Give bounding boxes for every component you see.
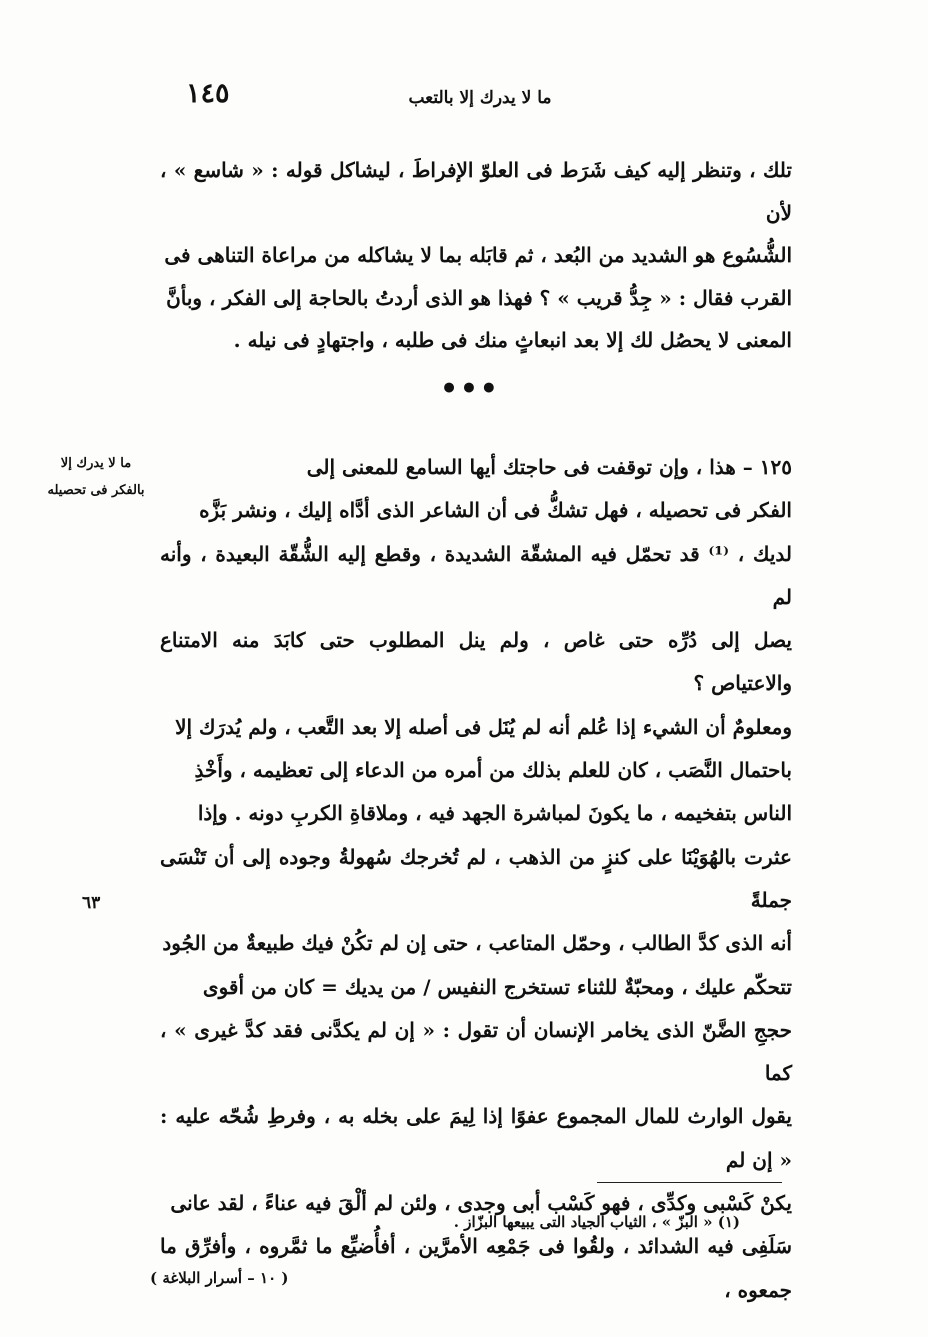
text-line: يصل إلى دُرِّه حتى غاص ، ولم ينل المطلوب حتى كابَدَ منه الامتناع والاعتياص ؟	[160, 628, 792, 696]
signature-mark: ( ١٠ – أسرار البلاغة )	[150, 1269, 289, 1287]
text-line: باحتمال النَّصَب ، كان للعلم بذلك من أمره من الدعاء إلى تعظيمه ، وأَخْذِ	[194, 758, 792, 783]
margin-marker: ٦٣	[82, 893, 101, 913]
text-line: سَلَفِى فيه الشدائد ، ولقُوا فى جَمْعِه الأمرَّين ، أفأُضيِّع ما ثمَّروه ، وأفرِّق ما جمعوه ،	[160, 1234, 792, 1302]
page-number: ١٤٥	[186, 78, 230, 109]
text-line: القرب فقال : « جِدُّ قريب » ؟ فهذا هو الذى أردتُ بالحاجة إلى الفكر ، وبأنَّ	[166, 285, 792, 310]
side-note-line: ما لا يدرك إلا	[60, 456, 132, 471]
text-line: يقول الوارث للمال المجموع عفوًا إذا لِيمَ على بخله به ، وفرطِ شُحّه عليه : « إن لم	[160, 1104, 792, 1172]
text-line: الناس بتفخيمه ، ما يكونَ لمباشرة الجهد فيه ، وملاقاةِ الكربِ دونه . وإذا	[197, 801, 792, 826]
section-separator: •••	[440, 372, 500, 405]
footnote-rule	[597, 1182, 782, 1183]
text-line: المعنى لا يحصُل لك إلا بعد انبعاثٍ منك فى طلبه ، واجتهادٍ فى نيله .	[233, 328, 792, 352]
text-line: الشُّسُوع هو الشديد من البُعد ، ثم قابَله بما لا يشاكله من مراعاة التناهى فى	[164, 243, 792, 267]
text-line: أنه الذى كدَّ الطالب ، وحمّل المتاعب ، حتى إن لم تكُنْ فيك طبيعةٌ من الجُود	[162, 931, 792, 956]
text-line: تلك ، وتنظر إليه كيف شَرَط فى العلوّ الإفراطَ ، ليشاكل قوله : « شاسع » ، لأن	[160, 158, 792, 225]
text-line: ١٢٥ – هذا ، وإن توقفت فى حاجتك أيها السامع للمعنى إلى	[306, 455, 792, 479]
text-line: الفكر فى تحصيله ، فهل تشكُّ فى أن الشاعر الذى أدَّاه إليك ، ونشر بَزَّه	[199, 498, 792, 523]
text-line: ومعلومٌ أن الشيء إذا عُلم أنه لم يُنَل فى أصله إلا بعد التَّعب ، ولم يُدرَك إلا	[175, 714, 792, 739]
text-line: يكنْ كَسْبى وكدِّى ، فهو كَسْب أبى وجدى ، ولئن لم ألْقَ فيه عناءً ، لقد عانى	[170, 1191, 792, 1216]
text-line: حججِ الضَّنّ الذى يخامر الإنسان أن تقول : « إن لم يكدَّنى فقد كدَّ غيرى » ، كما	[160, 1017, 792, 1086]
text-line: تتحكّم عليك ، ومحبّةٌ للثناء تستخرج النفيس / من يديك = كان من أقوى	[202, 974, 792, 999]
footnote: (١) « البزّ » ، الثياب الجياد التى يبيعها البزّاز .	[453, 1213, 740, 1231]
side-note	[36, 450, 156, 504]
side-note-line: بالفكر فى تحصيله	[47, 483, 145, 498]
top-paragraph	[160, 149, 792, 362]
text-line: عثرت بالهُوَيْنَا على كنزٍ من الذهب ، لم تُخرجك سُهولةُ وجوده إلى أن تَنْسَى جملةً	[160, 844, 792, 912]
running-head: ما لا يدرك إلا بالتعب	[408, 88, 552, 108]
text-line: لديك ، ⁽¹⁾ قد تحمّل فيه المشقّة الشديدة ، وقطع إليه الشُّقّة البعيدة ، وأنه لم	[160, 541, 792, 609]
